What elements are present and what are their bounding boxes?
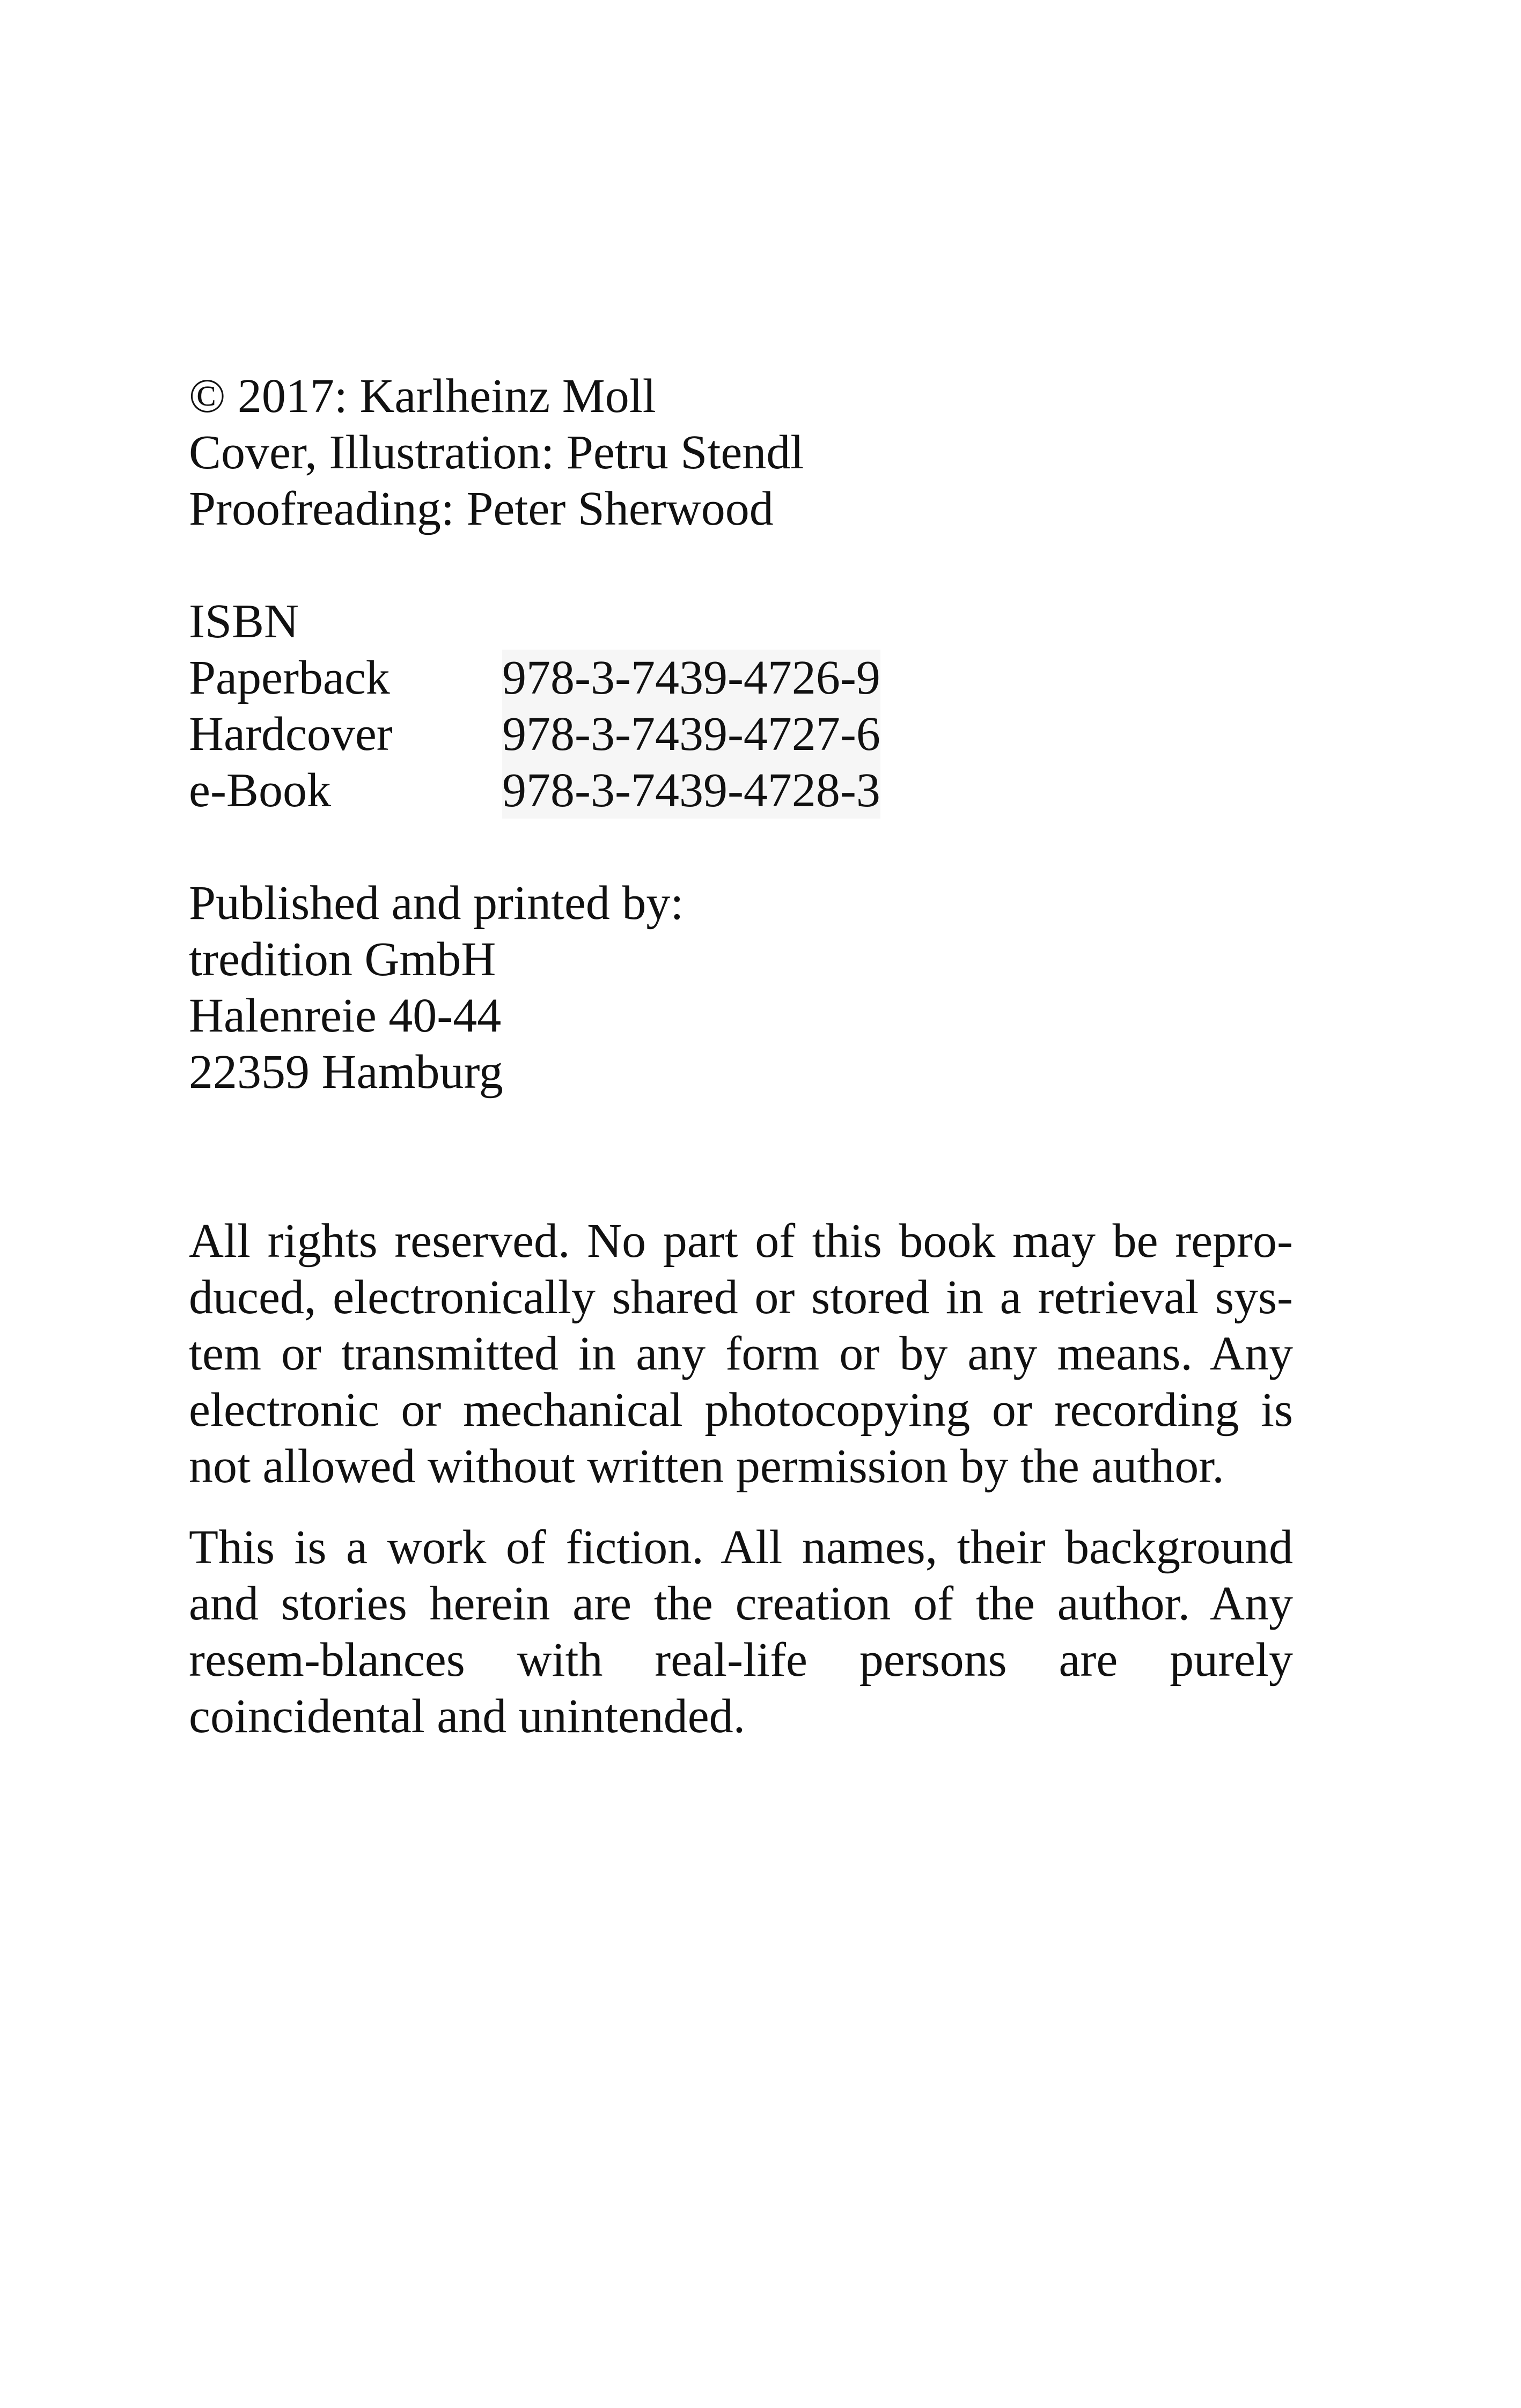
isbn-row-paperback xyxy=(189,650,1293,706)
copyright-line: © 2017: Karlheinz Moll xyxy=(189,370,656,423)
credits-block xyxy=(189,368,1293,537)
isbn-block xyxy=(189,593,1293,819)
isbn-format-label: Paperback xyxy=(189,651,390,704)
fiction-disclaimer-paragraph: This is a work of fiction. All names, their background and stories herein are the creation of the author. Any resem-blances with real-life persons are purely coincidental and unintended. xyxy=(189,1521,1293,1743)
cover-illustration-credit: Cover, Illustration: Petru Stendl xyxy=(189,426,804,479)
isbn-number: 978-3-7439-4727-6 xyxy=(502,706,880,762)
isbn-row-hardcover xyxy=(189,706,1293,762)
isbn-format-label: e-Book xyxy=(189,764,331,817)
proofreading-credit: Proofreading: Peter Sherwood xyxy=(189,482,774,535)
isbn-heading: ISBN xyxy=(189,595,299,648)
publisher-intro: Published and printed by: xyxy=(189,877,684,930)
isbn-number: 978-3-7439-4728-3 xyxy=(502,762,880,819)
legal-block xyxy=(189,1213,1293,1744)
isbn-row-ebook xyxy=(189,762,1293,819)
publisher-street: Halenreie 40-44 xyxy=(189,989,502,1042)
publisher-city: 22359 Hamburg xyxy=(189,1045,503,1099)
isbn-number: 978-3-7439-4726-9 xyxy=(502,650,880,706)
isbn-format-label: Hardcover xyxy=(189,708,393,761)
publisher-block xyxy=(189,875,1293,1100)
rights-reserved-paragraph: All rights reserved. No part of this book may be repro-duced, electronically shared or stored in a retrieval sys-tem or transmitted in any form or by any means. Any electronic or mechanical photocopying or recording is not allowed without written permission by the author. xyxy=(189,1214,1293,1493)
publisher-name: tredition GmbH xyxy=(189,933,496,986)
copyright-page xyxy=(189,368,1293,1744)
